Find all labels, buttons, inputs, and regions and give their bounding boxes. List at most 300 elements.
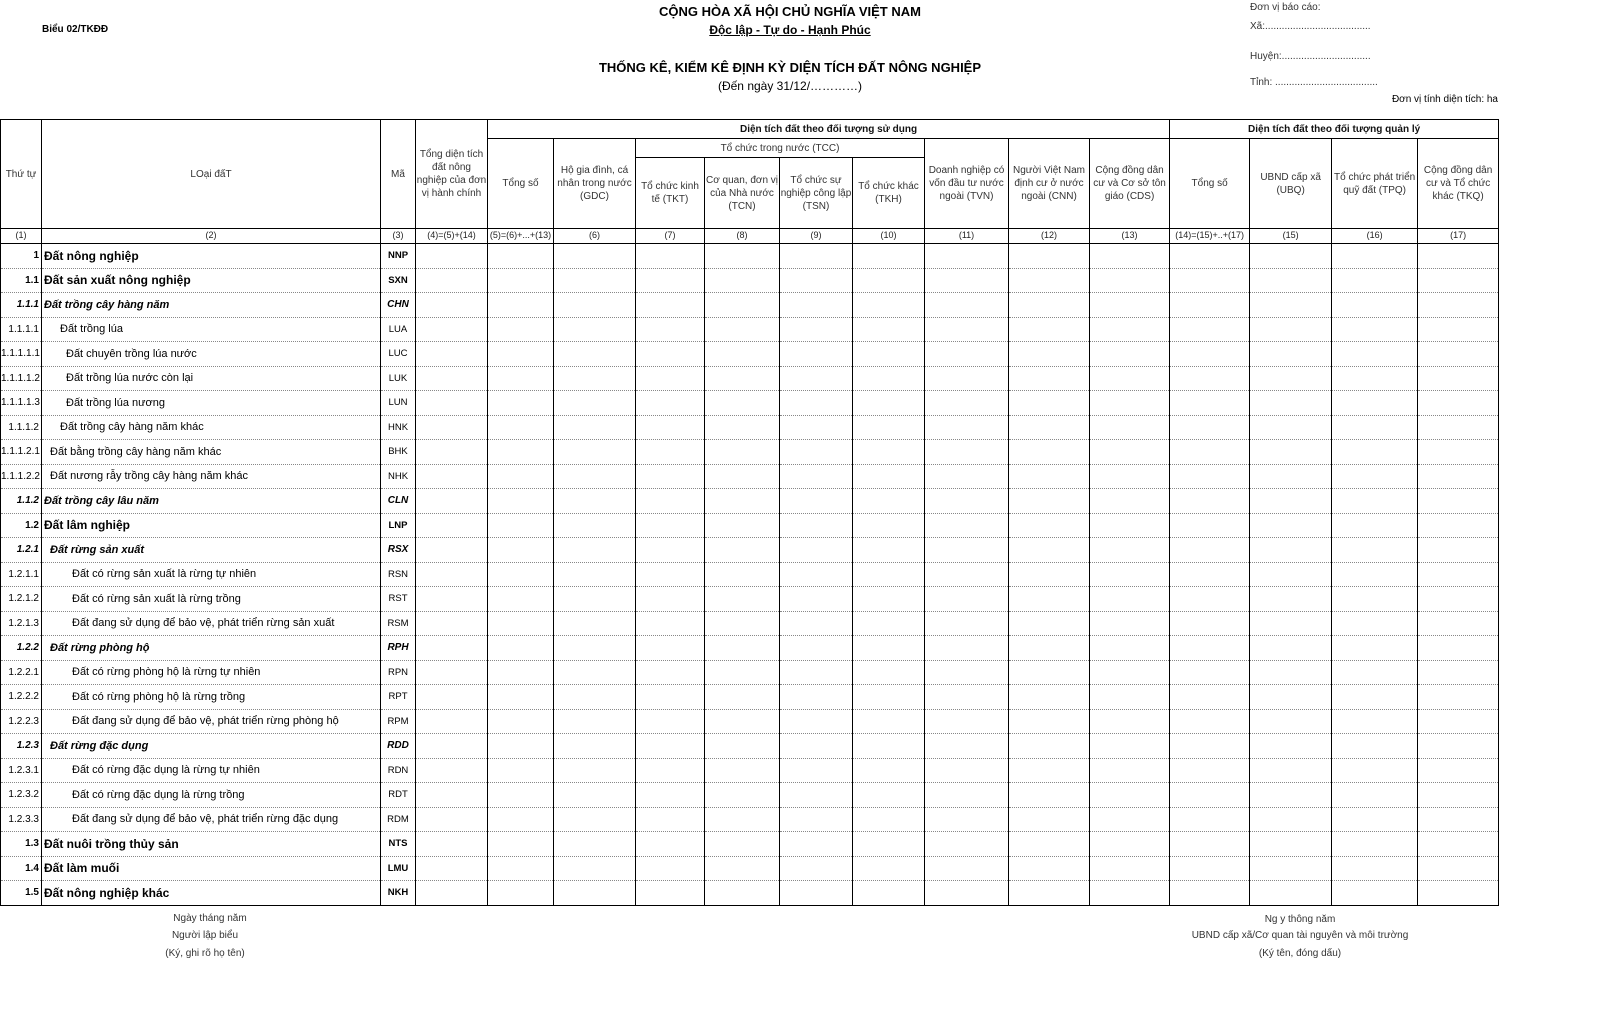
area-value-cell[interactable]: [1170, 734, 1250, 759]
area-value-cell[interactable]: [853, 244, 925, 269]
area-value-cell[interactable]: [925, 244, 1009, 269]
area-value-cell[interactable]: [1170, 244, 1250, 269]
area-value-cell[interactable]: [1009, 293, 1090, 318]
area-value-cell[interactable]: [780, 636, 853, 661]
area-value-cell[interactable]: [705, 391, 780, 416]
area-value-cell[interactable]: [705, 538, 780, 563]
area-value-cell[interactable]: [1418, 513, 1499, 538]
area-value-cell[interactable]: [488, 293, 554, 318]
area-value-cell[interactable]: [1418, 415, 1499, 440]
area-value-cell[interactable]: [1250, 342, 1332, 367]
area-value-cell[interactable]: [554, 709, 636, 734]
area-value-cell[interactable]: [636, 342, 705, 367]
area-value-cell[interactable]: [416, 611, 488, 636]
area-value-cell[interactable]: [705, 342, 780, 367]
area-value-cell[interactable]: [1090, 317, 1170, 342]
area-value-cell[interactable]: [780, 685, 853, 710]
area-value-cell[interactable]: [1170, 317, 1250, 342]
area-value-cell[interactable]: [1332, 391, 1418, 416]
area-value-cell[interactable]: [636, 268, 705, 293]
area-value-cell[interactable]: [636, 489, 705, 514]
area-value-cell[interactable]: [853, 660, 925, 685]
area-value-cell[interactable]: [416, 807, 488, 832]
area-value-cell[interactable]: [554, 513, 636, 538]
area-value-cell[interactable]: [853, 685, 925, 710]
area-value-cell[interactable]: [705, 366, 780, 391]
area-value-cell[interactable]: [416, 758, 488, 783]
area-value-cell[interactable]: [1418, 636, 1499, 661]
area-value-cell[interactable]: [705, 268, 780, 293]
area-value-cell[interactable]: [1332, 268, 1418, 293]
area-value-cell[interactable]: [1090, 832, 1170, 857]
area-value-cell[interactable]: [780, 440, 853, 465]
area-value-cell[interactable]: [1332, 856, 1418, 881]
area-value-cell[interactable]: [1090, 709, 1170, 734]
area-value-cell[interactable]: [925, 440, 1009, 465]
area-value-cell[interactable]: [488, 856, 554, 881]
area-value-cell[interactable]: [1418, 440, 1499, 465]
area-value-cell[interactable]: [554, 734, 636, 759]
area-value-cell[interactable]: [554, 415, 636, 440]
area-value-cell[interactable]: [1332, 489, 1418, 514]
area-value-cell[interactable]: [1090, 268, 1170, 293]
area-value-cell[interactable]: [636, 415, 705, 440]
area-value-cell[interactable]: [1250, 587, 1332, 612]
area-value-cell[interactable]: [636, 244, 705, 269]
area-value-cell[interactable]: [554, 464, 636, 489]
area-value-cell[interactable]: [1332, 587, 1418, 612]
area-value-cell[interactable]: [636, 464, 705, 489]
area-value-cell[interactable]: [1250, 244, 1332, 269]
area-value-cell[interactable]: [416, 881, 488, 906]
area-value-cell[interactable]: [416, 856, 488, 881]
area-value-cell[interactable]: [705, 709, 780, 734]
area-value-cell[interactable]: [636, 513, 705, 538]
area-value-cell[interactable]: [925, 391, 1009, 416]
area-value-cell[interactable]: [636, 562, 705, 587]
area-value-cell[interactable]: [780, 244, 853, 269]
area-value-cell[interactable]: [554, 758, 636, 783]
area-value-cell[interactable]: [780, 391, 853, 416]
area-value-cell[interactable]: [705, 464, 780, 489]
area-value-cell[interactable]: [853, 562, 925, 587]
area-value-cell[interactable]: [1170, 856, 1250, 881]
area-value-cell[interactable]: [1332, 513, 1418, 538]
area-value-cell[interactable]: [1090, 660, 1170, 685]
area-value-cell[interactable]: [705, 611, 780, 636]
area-value-cell[interactable]: [853, 415, 925, 440]
area-value-cell[interactable]: [1090, 464, 1170, 489]
area-value-cell[interactable]: [780, 489, 853, 514]
area-value-cell[interactable]: [1009, 881, 1090, 906]
area-value-cell[interactable]: [1418, 538, 1499, 563]
area-value-cell[interactable]: [416, 709, 488, 734]
area-value-cell[interactable]: [1418, 562, 1499, 587]
area-value-cell[interactable]: [1332, 881, 1418, 906]
area-value-cell[interactable]: [1250, 415, 1332, 440]
area-value-cell[interactable]: [1250, 366, 1332, 391]
area-value-cell[interactable]: [1009, 758, 1090, 783]
area-value-cell[interactable]: [780, 415, 853, 440]
area-value-cell[interactable]: [554, 636, 636, 661]
area-value-cell[interactable]: [1418, 832, 1499, 857]
area-value-cell[interactable]: [853, 611, 925, 636]
area-value-cell[interactable]: [416, 317, 488, 342]
area-value-cell[interactable]: [636, 538, 705, 563]
area-value-cell[interactable]: [1418, 317, 1499, 342]
area-value-cell[interactable]: [636, 611, 705, 636]
area-value-cell[interactable]: [1418, 758, 1499, 783]
area-value-cell[interactable]: [1250, 464, 1332, 489]
area-value-cell[interactable]: [780, 342, 853, 367]
area-value-cell[interactable]: [1250, 268, 1332, 293]
area-value-cell[interactable]: [1332, 807, 1418, 832]
area-value-cell[interactable]: [925, 685, 1009, 710]
area-value-cell[interactable]: [488, 832, 554, 857]
area-value-cell[interactable]: [705, 832, 780, 857]
area-value-cell[interactable]: [1170, 513, 1250, 538]
area-value-cell[interactable]: [925, 562, 1009, 587]
area-value-cell[interactable]: [780, 317, 853, 342]
area-value-cell[interactable]: [1009, 636, 1090, 661]
area-value-cell[interactable]: [1090, 440, 1170, 465]
area-value-cell[interactable]: [1090, 758, 1170, 783]
area-value-cell[interactable]: [705, 587, 780, 612]
area-value-cell[interactable]: [853, 440, 925, 465]
area-value-cell[interactable]: [416, 464, 488, 489]
area-value-cell[interactable]: [853, 464, 925, 489]
area-value-cell[interactable]: [416, 734, 488, 759]
area-value-cell[interactable]: [1009, 685, 1090, 710]
area-value-cell[interactable]: [1332, 709, 1418, 734]
area-value-cell[interactable]: [925, 268, 1009, 293]
area-value-cell[interactable]: [1090, 856, 1170, 881]
area-value-cell[interactable]: [1418, 807, 1499, 832]
area-value-cell[interactable]: [1418, 366, 1499, 391]
area-value-cell[interactable]: [1332, 464, 1418, 489]
area-value-cell[interactable]: [925, 783, 1009, 808]
area-value-cell[interactable]: [554, 856, 636, 881]
area-value-cell[interactable]: [853, 342, 925, 367]
area-value-cell[interactable]: [1332, 734, 1418, 759]
area-value-cell[interactable]: [853, 391, 925, 416]
area-value-cell[interactable]: [554, 391, 636, 416]
area-value-cell[interactable]: [780, 807, 853, 832]
area-value-cell[interactable]: [1170, 268, 1250, 293]
area-value-cell[interactable]: [1170, 391, 1250, 416]
area-value-cell[interactable]: [1090, 538, 1170, 563]
area-value-cell[interactable]: [925, 660, 1009, 685]
area-value-cell[interactable]: [554, 317, 636, 342]
area-value-cell[interactable]: [1418, 611, 1499, 636]
area-value-cell[interactable]: [780, 734, 853, 759]
area-value-cell[interactable]: [705, 881, 780, 906]
area-value-cell[interactable]: [636, 807, 705, 832]
area-value-cell[interactable]: [705, 734, 780, 759]
area-value-cell[interactable]: [1250, 513, 1332, 538]
area-value-cell[interactable]: [1250, 636, 1332, 661]
area-value-cell[interactable]: [416, 366, 488, 391]
area-value-cell[interactable]: [1418, 587, 1499, 612]
area-value-cell[interactable]: [416, 293, 488, 318]
area-value-cell[interactable]: [1090, 636, 1170, 661]
area-value-cell[interactable]: [780, 856, 853, 881]
area-value-cell[interactable]: [488, 881, 554, 906]
area-value-cell[interactable]: [780, 464, 853, 489]
area-value-cell[interactable]: [416, 342, 488, 367]
area-value-cell[interactable]: [925, 587, 1009, 612]
area-value-cell[interactable]: [416, 538, 488, 563]
area-value-cell[interactable]: [1009, 489, 1090, 514]
area-value-cell[interactable]: [488, 587, 554, 612]
area-value-cell[interactable]: [1332, 415, 1418, 440]
area-value-cell[interactable]: [1009, 268, 1090, 293]
area-value-cell[interactable]: [925, 538, 1009, 563]
area-value-cell[interactable]: [1250, 881, 1332, 906]
area-value-cell[interactable]: [488, 464, 554, 489]
area-value-cell[interactable]: [488, 636, 554, 661]
area-value-cell[interactable]: [1250, 734, 1332, 759]
area-value-cell[interactable]: [925, 807, 1009, 832]
area-value-cell[interactable]: [925, 734, 1009, 759]
area-value-cell[interactable]: [416, 587, 488, 612]
area-value-cell[interactable]: [1170, 636, 1250, 661]
area-value-cell[interactable]: [1009, 244, 1090, 269]
area-value-cell[interactable]: [636, 587, 705, 612]
area-value-cell[interactable]: [1250, 685, 1332, 710]
area-value-cell[interactable]: [853, 538, 925, 563]
area-value-cell[interactable]: [780, 587, 853, 612]
area-value-cell[interactable]: [705, 513, 780, 538]
area-value-cell[interactable]: [1250, 783, 1332, 808]
area-value-cell[interactable]: [416, 685, 488, 710]
area-value-cell[interactable]: [416, 440, 488, 465]
area-value-cell[interactable]: [705, 685, 780, 710]
area-value-cell[interactable]: [554, 538, 636, 563]
area-value-cell[interactable]: [705, 856, 780, 881]
area-value-cell[interactable]: [1418, 783, 1499, 808]
area-value-cell[interactable]: [636, 366, 705, 391]
area-value-cell[interactable]: [1009, 660, 1090, 685]
area-value-cell[interactable]: [488, 244, 554, 269]
area-value-cell[interactable]: [636, 832, 705, 857]
area-value-cell[interactable]: [1009, 415, 1090, 440]
area-value-cell[interactable]: [853, 832, 925, 857]
area-value-cell[interactable]: [554, 660, 636, 685]
area-value-cell[interactable]: [925, 881, 1009, 906]
area-value-cell[interactable]: [705, 636, 780, 661]
area-value-cell[interactable]: [925, 489, 1009, 514]
area-value-cell[interactable]: [488, 317, 554, 342]
area-value-cell[interactable]: [705, 244, 780, 269]
area-value-cell[interactable]: [1170, 709, 1250, 734]
area-value-cell[interactable]: [1332, 611, 1418, 636]
area-value-cell[interactable]: [780, 660, 853, 685]
area-value-cell[interactable]: [488, 611, 554, 636]
area-value-cell[interactable]: [853, 783, 925, 808]
area-value-cell[interactable]: [1170, 538, 1250, 563]
area-value-cell[interactable]: [925, 758, 1009, 783]
area-value-cell[interactable]: [554, 293, 636, 318]
area-value-cell[interactable]: [925, 342, 1009, 367]
area-value-cell[interactable]: [1418, 881, 1499, 906]
area-value-cell[interactable]: [1418, 244, 1499, 269]
area-value-cell[interactable]: [853, 293, 925, 318]
area-value-cell[interactable]: [488, 538, 554, 563]
area-value-cell[interactable]: [488, 783, 554, 808]
area-value-cell[interactable]: [925, 832, 1009, 857]
area-value-cell[interactable]: [554, 342, 636, 367]
area-value-cell[interactable]: [1009, 856, 1090, 881]
area-value-cell[interactable]: [1250, 538, 1332, 563]
area-value-cell[interactable]: [636, 636, 705, 661]
area-value-cell[interactable]: [554, 366, 636, 391]
area-value-cell[interactable]: [1418, 464, 1499, 489]
area-value-cell[interactable]: [488, 268, 554, 293]
area-value-cell[interactable]: [705, 758, 780, 783]
area-value-cell[interactable]: [1009, 342, 1090, 367]
area-value-cell[interactable]: [853, 366, 925, 391]
area-value-cell[interactable]: [1009, 587, 1090, 612]
area-value-cell[interactable]: [853, 587, 925, 612]
area-value-cell[interactable]: [853, 807, 925, 832]
area-value-cell[interactable]: [1250, 562, 1332, 587]
area-value-cell[interactable]: [1170, 660, 1250, 685]
area-value-cell[interactable]: [488, 366, 554, 391]
area-value-cell[interactable]: [1332, 293, 1418, 318]
area-value-cell[interactable]: [1418, 856, 1499, 881]
area-value-cell[interactable]: [416, 415, 488, 440]
area-value-cell[interactable]: [1009, 513, 1090, 538]
area-value-cell[interactable]: [554, 244, 636, 269]
area-value-cell[interactable]: [925, 415, 1009, 440]
area-value-cell[interactable]: [1250, 660, 1332, 685]
area-value-cell[interactable]: [554, 587, 636, 612]
area-value-cell[interactable]: [1332, 342, 1418, 367]
area-value-cell[interactable]: [1250, 856, 1332, 881]
area-value-cell[interactable]: [925, 317, 1009, 342]
area-value-cell[interactable]: [488, 660, 554, 685]
area-value-cell[interactable]: [1009, 464, 1090, 489]
area-value-cell[interactable]: [554, 268, 636, 293]
area-value-cell[interactable]: [853, 856, 925, 881]
area-value-cell[interactable]: [636, 293, 705, 318]
area-value-cell[interactable]: [780, 881, 853, 906]
area-value-cell[interactable]: [853, 268, 925, 293]
area-value-cell[interactable]: [1332, 244, 1418, 269]
area-value-cell[interactable]: [1250, 489, 1332, 514]
area-value-cell[interactable]: [853, 489, 925, 514]
area-value-cell[interactable]: [705, 293, 780, 318]
area-value-cell[interactable]: [1009, 783, 1090, 808]
area-value-cell[interactable]: [416, 513, 488, 538]
area-value-cell[interactable]: [1090, 366, 1170, 391]
area-value-cell[interactable]: [1170, 587, 1250, 612]
area-value-cell[interactable]: [488, 709, 554, 734]
area-value-cell[interactable]: [853, 636, 925, 661]
area-value-cell[interactable]: [1332, 685, 1418, 710]
area-value-cell[interactable]: [416, 636, 488, 661]
area-value-cell[interactable]: [1170, 807, 1250, 832]
area-value-cell[interactable]: [554, 832, 636, 857]
area-value-cell[interactable]: [636, 734, 705, 759]
area-value-cell[interactable]: [925, 293, 1009, 318]
area-value-cell[interactable]: [416, 562, 488, 587]
area-value-cell[interactable]: [1250, 317, 1332, 342]
area-value-cell[interactable]: [1170, 881, 1250, 906]
area-value-cell[interactable]: [1332, 562, 1418, 587]
area-value-cell[interactable]: [1090, 342, 1170, 367]
area-value-cell[interactable]: [705, 317, 780, 342]
area-value-cell[interactable]: [1090, 783, 1170, 808]
area-value-cell[interactable]: [705, 807, 780, 832]
area-value-cell[interactable]: [780, 783, 853, 808]
area-value-cell[interactable]: [416, 832, 488, 857]
area-value-cell[interactable]: [1250, 709, 1332, 734]
area-value-cell[interactable]: [416, 244, 488, 269]
area-value-cell[interactable]: [1090, 611, 1170, 636]
area-value-cell[interactable]: [488, 342, 554, 367]
area-value-cell[interactable]: [488, 513, 554, 538]
area-value-cell[interactable]: [780, 366, 853, 391]
area-value-cell[interactable]: [705, 562, 780, 587]
area-value-cell[interactable]: [1170, 293, 1250, 318]
area-value-cell[interactable]: [1090, 685, 1170, 710]
area-value-cell[interactable]: [1332, 366, 1418, 391]
area-value-cell[interactable]: [554, 807, 636, 832]
area-value-cell[interactable]: [1170, 440, 1250, 465]
area-value-cell[interactable]: [1250, 293, 1332, 318]
area-value-cell[interactable]: [1009, 832, 1090, 857]
area-value-cell[interactable]: [416, 489, 488, 514]
area-value-cell[interactable]: [554, 440, 636, 465]
area-value-cell[interactable]: [1250, 440, 1332, 465]
area-value-cell[interactable]: [1332, 317, 1418, 342]
area-value-cell[interactable]: [925, 636, 1009, 661]
area-value-cell[interactable]: [1170, 415, 1250, 440]
area-value-cell[interactable]: [1332, 538, 1418, 563]
area-value-cell[interactable]: [636, 317, 705, 342]
area-value-cell[interactable]: [416, 391, 488, 416]
area-value-cell[interactable]: [1332, 832, 1418, 857]
area-value-cell[interactable]: [636, 440, 705, 465]
area-value-cell[interactable]: [554, 562, 636, 587]
area-value-cell[interactable]: [853, 513, 925, 538]
area-value-cell[interactable]: [636, 856, 705, 881]
area-value-cell[interactable]: [853, 709, 925, 734]
area-value-cell[interactable]: [1009, 807, 1090, 832]
area-value-cell[interactable]: [636, 391, 705, 416]
area-value-cell[interactable]: [488, 758, 554, 783]
area-value-cell[interactable]: [636, 660, 705, 685]
area-value-cell[interactable]: [1009, 317, 1090, 342]
area-value-cell[interactable]: [636, 685, 705, 710]
area-value-cell[interactable]: [1170, 562, 1250, 587]
area-value-cell[interactable]: [1250, 611, 1332, 636]
area-value-cell[interactable]: [488, 807, 554, 832]
area-value-cell[interactable]: [1009, 440, 1090, 465]
area-value-cell[interactable]: [1250, 391, 1332, 416]
area-value-cell[interactable]: [925, 464, 1009, 489]
area-value-cell[interactable]: [705, 489, 780, 514]
area-value-cell[interactable]: [925, 856, 1009, 881]
area-value-cell[interactable]: [1170, 832, 1250, 857]
area-value-cell[interactable]: [1332, 660, 1418, 685]
area-value-cell[interactable]: [705, 415, 780, 440]
area-value-cell[interactable]: [1090, 244, 1170, 269]
area-value-cell[interactable]: [925, 709, 1009, 734]
area-value-cell[interactable]: [853, 758, 925, 783]
